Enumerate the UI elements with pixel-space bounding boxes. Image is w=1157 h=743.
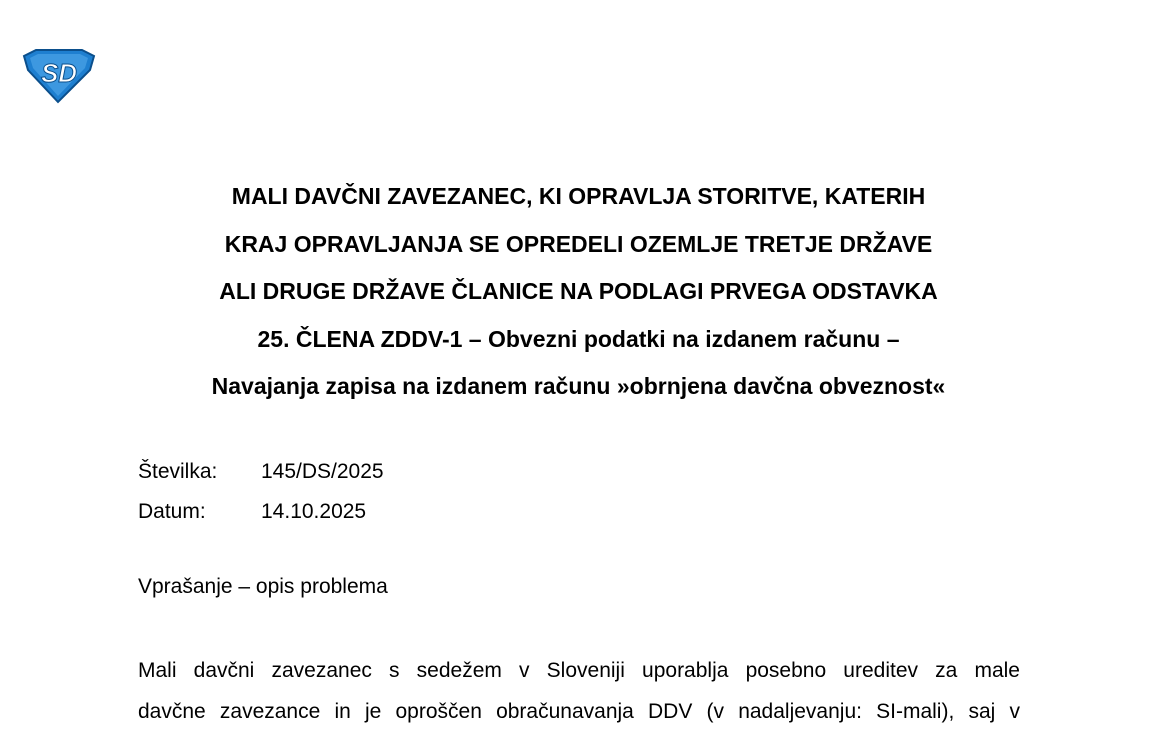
body-line-2: davčne zavezance in je oproščen obračunavanja DDV (v nadaljevanju: SI-mali), saj v	[138, 700, 1020, 723]
title-line-3: ALI DRUGE DRŽAVE ČLANICE NA PODLAGI PRVEGA ODSTAVKA	[219, 278, 938, 304]
title-line-5: Navajanja zapisa na izdanem računu »obrnjena davčna obveznost«	[211, 373, 946, 399]
meta-row-number	[138, 452, 384, 492]
meta-row-date	[138, 492, 384, 532]
title-line-1: MALI DAVČNI ZAVEZANEC, KI OPRAVLJA STORITVE, KATERIH	[231, 183, 926, 209]
date-label: Datum:	[138, 500, 206, 523]
document-title	[100, 173, 1057, 411]
logo-text: SD	[40, 58, 78, 88]
date-value: 14.10.2025	[261, 500, 367, 523]
number-value: 145/DS/2025	[261, 460, 384, 483]
sd-logo	[22, 48, 96, 104]
document-meta	[138, 452, 384, 532]
sd-shield-icon	[22, 48, 96, 104]
title-line-4: 25. ČLENA ZDDV-1 – Obvezni podatki na izdanem računu –	[257, 325, 900, 352]
section-heading: Vprašanje – opis problema	[138, 575, 388, 598]
number-label: Številka:	[138, 460, 218, 483]
body-paragraph	[138, 650, 1020, 732]
body-line-1: Mali davčni zavezanec s sedežem v Sloveniji uporablja posebno ureditev za male	[138, 659, 1020, 682]
title-line-2: KRAJ OPRAVLJANJA SE OPREDELI OZEMLJE TRETJE DRŽAVE	[224, 230, 933, 257]
